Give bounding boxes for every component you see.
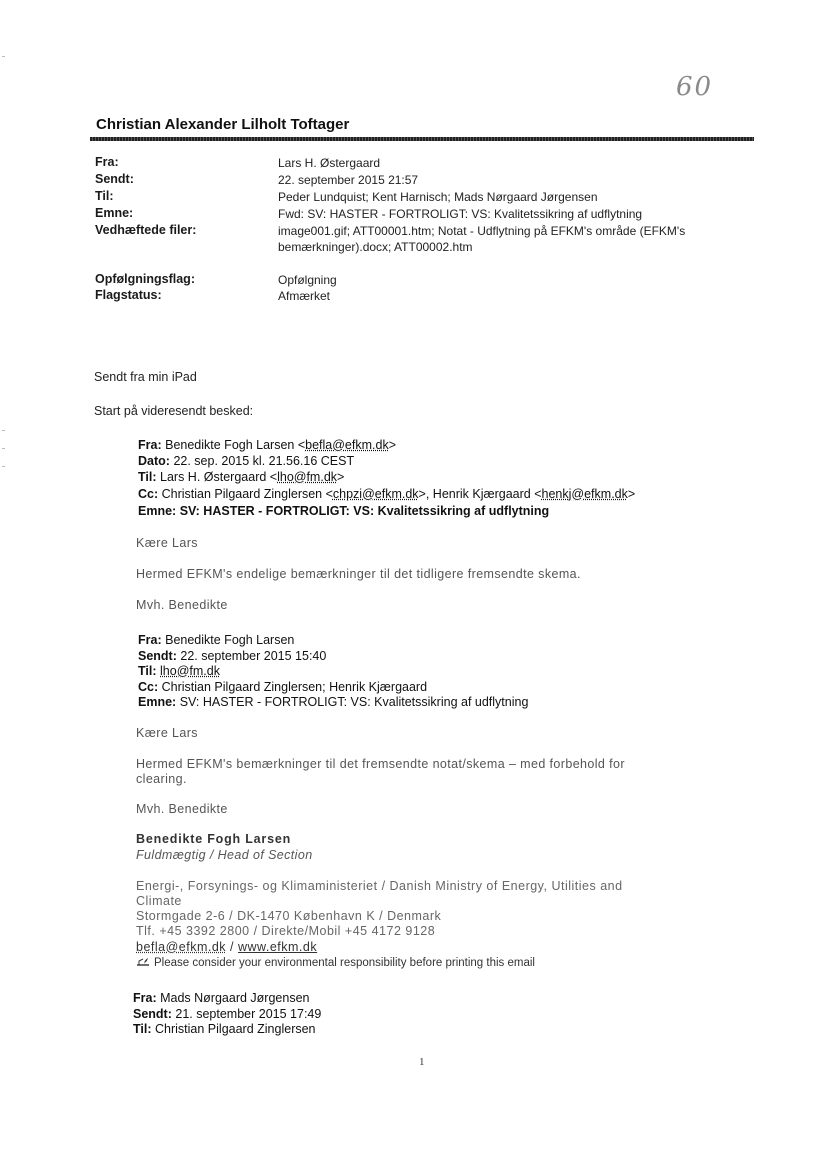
fwd3-sent-line: Sendt: 21. september 2015 17:49 [133,1007,322,1021]
fwd1-subject-line: Emne: SV: HASTER - FORTROLIGT: VS: Kvalitetssikring af udflytning [138,504,550,518]
scan-mark [2,430,5,431]
signature-name: Benedikte Fogh Larsen [136,832,292,846]
fwd2-to-email-link[interactable]: lho@fm.dk [160,664,220,678]
to-value: Peder Lundquist; Kent Harnisch; Mads Nørgaard Jørgensen [278,190,598,204]
fwd1-closing: Mvh. Benedikte [136,598,228,612]
flag-value: Opfølgning [278,273,337,287]
plant-icon [136,956,150,966]
fwd1-to-email-link[interactable]: lho@fm.dk [277,470,338,484]
fwd1-cc2-email-link[interactable]: henkj@efkm.dk [541,487,628,501]
scan-mark [2,466,5,467]
attachments-value-line2: bemærkninger).docx; ATT00002.htm [278,240,473,254]
sent-label: Sendt: [95,172,134,186]
fwd2-to-line: Til: lho@fm.dk [138,664,220,678]
fwd1-greeting: Kære Lars [136,536,198,550]
header-rule [90,137,754,141]
fwd2-from-line: Fra: Benedikte Fogh Larsen [138,633,295,647]
signature-org-line1: Energi-, Forsynings- og Klimaministeriet / Danish Ministry of Energy, Utilities and [136,879,623,893]
sent-value: 22. september 2015 21:57 [278,173,419,187]
flag-label: Opfølgningsflag: [95,272,195,286]
attachments-label: Vedhæftede filer: [95,223,197,237]
fwd1-cc-line: Cc: Christian Pilgaard Zinglersen <chpzi@efkm.dk>, Henrik Kjærgaard <henkj@efkm.dk> [138,487,636,501]
signature-email-link[interactable]: befla@efkm.dk [136,940,227,954]
fwd2-subject-line: Emne: SV: HASTER - FORTROLIGT: VS: Kvalitetssikring af udflytning [138,695,529,709]
signature-web-link[interactable]: www.efkm.dk [237,940,318,954]
flag-status-value: Afmærket [278,289,331,303]
fwd2-text-line2: clearing. [136,772,187,786]
fwd1-to-line: Til: Lars H. Østergaard <lho@fm.dk> [138,470,345,484]
fwd2-greeting: Kære Lars [136,726,198,740]
fwd1-text: Hermed EFKM's endelige bemærkninger til det tidligere fremsendte skema. [136,567,581,581]
fwd2-closing: Mvh. Benedikte [136,802,228,816]
subject-label: Emne: [95,206,134,220]
flag-status-label: Flagstatus: [95,288,162,302]
to-label: Til: [95,189,114,203]
fwd2-cc-line: Cc: Christian Pilgaard Zinglersen; Henrik Kjærgaard [138,680,428,694]
signature-org-line2: Climate [136,894,182,908]
scan-mark [2,448,5,449]
forward-intro: Start på videresendt besked: [94,404,254,418]
fwd3-from-line: Fra: Mads Nørgaard Jørgensen [133,991,310,1005]
signature-title: Fuldmægtig / Head of Section [136,848,313,862]
scan-mark [2,56,5,57]
sent-from-ipad: Sendt fra min iPad [94,370,197,384]
fwd3-to-line: Til: Christian Pilgaard Zinglersen [133,1022,316,1036]
fwd2-text-line1: Hermed EFKM's bemærkninger til det fremsendte notat/skema – med forbehold for [136,757,625,771]
from-value: Lars H. Østergaard [278,156,381,170]
mailbox-owner-name: Christian Alexander Lilholt Toftager [96,116,350,133]
fwd1-from-line: Fra: Benedikte Fogh Larsen <befla@efkm.dk> [138,438,397,452]
page-number: 1 [419,1056,425,1068]
fwd1-cc1-email-link[interactable]: chpzi@efkm.dk [332,487,419,501]
attachments-value-line1: image001.gif; ATT00001.htm; Notat - Udflytning på EFKM's område (EFKM's [278,224,686,238]
fwd1-date-line: Dato: 22. sep. 2015 kl. 21.56.16 CEST [138,454,355,468]
signature-phone: Tlf. +45 3392 2800 / Direkte/Mobil +45 4172 9128 [136,924,436,938]
fwd1-from-email-link[interactable]: befla@efkm.dk [305,438,389,452]
signature-address: Stormgade 2-6 / DK-1470 København K / Denmark [136,909,442,923]
from-label: Fra: [95,155,119,169]
fwd2-sent-line: Sendt: 22. september 2015 15:40 [138,649,327,663]
subject-value: Fwd: SV: HASTER - FORTROLIGT: VS: Kvalitetssikring af udflytning [278,207,643,221]
handwritten-page-mark: 60 [676,72,714,102]
signature-links: befla@efkm.dk / www.efkm.dk [136,940,318,954]
environment-note: Please consider your environmental responsibility before printing this email [136,956,535,969]
